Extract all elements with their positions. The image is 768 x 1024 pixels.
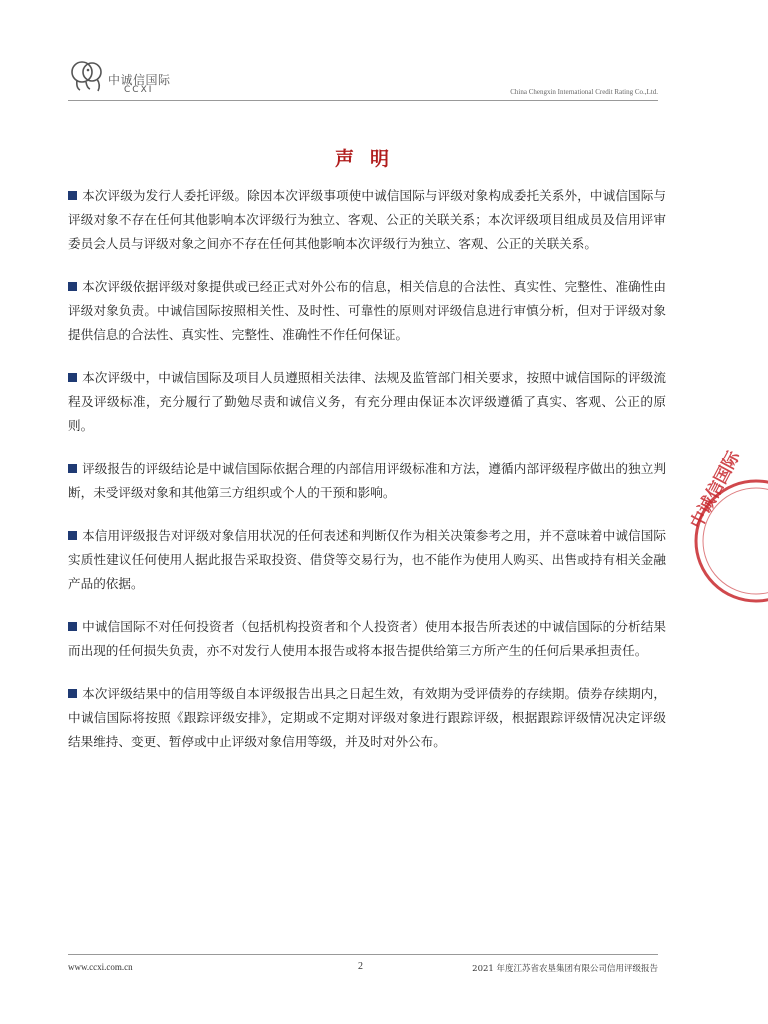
footer-website: www.ccxi.com.cn (68, 962, 133, 972)
company-seal-stamp (686, 447, 768, 606)
paragraph-text: 评级报告的评级结论是中诚信国际依据合理的内部信用评级标准和方法，遵循内部评级程序做出的独立判断，未受评级对象和其他第三方组织或个人的干预和影响。 (68, 461, 666, 500)
elephant-logo-icon (68, 58, 108, 94)
square-bullet-icon (68, 464, 77, 473)
statement-paragraph-4 (68, 457, 666, 505)
paragraph-text: 本信用评级报告对评级对象信用状况的任何表述和判断仅作为相关决策参考之用，并不意味着中诚信国际实质性建议任何使用人据此报告采取投资、借贷等交易行为，也不能作为使用人购买、出售或持有相关金融产品的依据。 (68, 528, 666, 591)
paragraph-text: 本次评级依据评级对象提供或已经正式对外公布的信息，相关信息的合法性、真实性、完整性、准确性由评级对象负责。中诚信国际按照相关性、及时性、可靠性的原则对评级信息进行审慎分析，但对于评级对象提供信息的合法性、真实性、完整性、准确性不作任何保证。 (68, 279, 666, 342)
paragraph-text: 本次评级结果中的信用等级自本评级报告出具之日起生效，有效期为受评债券的存续期。债券存续期内，中诚信国际将按照《跟踪评级安排》，定期或不定期对评级对象进行跟踪评级，根据跟踪评级情况决定评级结果维持、变更、暂停或中止评级对象信用等级，并及时对外公布。 (68, 686, 666, 749)
statement-paragraph-3 (68, 366, 666, 438)
seal-icon (686, 447, 768, 606)
square-bullet-icon (68, 622, 77, 631)
seal-text: 中诚信国际 (686, 447, 745, 533)
footer-report-title: 2021 年度江苏省农垦集团有限公司信用评级报告 (472, 964, 658, 974)
header-divider (68, 100, 658, 101)
statement-paragraph-5 (68, 524, 666, 596)
square-bullet-icon (68, 373, 77, 382)
square-bullet-icon (68, 689, 77, 698)
page-header (68, 58, 658, 102)
page-number: 2 (358, 961, 363, 972)
logo-english-text: CCXI (124, 85, 154, 95)
footer-divider (68, 954, 658, 955)
page-title: 声明 (334, 148, 405, 170)
statement-paragraph-7 (68, 682, 666, 754)
statement-paragraph-6 (68, 615, 666, 663)
statement-body (68, 184, 666, 773)
paragraph-text: 中诚信国际不对任何投资者（包括机构投资者和个人投资者）使用本报告所表述的中诚信国际的分析结果而出现的任何损失负责，亦不对发行人使用本报告或将本报告提供给第三方所产生的任何后果承担责任。 (68, 619, 666, 658)
paragraph-text: 本次评级中，中诚信国际及项目人员遵照相关法律、法规及监管部门相关要求，按照中诚信国际的评级流程及评级标准，充分履行了勤勉尽责和诚信义务，有充分理由保证本次评级遵循了真实、客观、公正的原则。 (68, 370, 666, 433)
square-bullet-icon (68, 282, 77, 291)
statement-paragraph-1 (68, 184, 666, 256)
company-english-name: China Chengxin International Credit Rating Co.,Ltd. (510, 88, 658, 96)
logo-chinese-text: 中诚信国际 (108, 73, 171, 87)
square-bullet-icon (68, 191, 77, 200)
ccxi-logo (68, 58, 178, 98)
paragraph-text: 本次评级为发行人委托评级。除因本次评级事项使中诚信国际与评级对象构成委托关系外，中诚信国际与评级对象不存在任何其他影响本次评级行为独立、客观、公正的关联关系；本次评级项目组成员及信用评审委员会人员与评级对象之间亦不存在任何其他影响本次评级行为独立、客观、公正的关联关系。 (68, 188, 666, 251)
square-bullet-icon (68, 531, 77, 540)
statement-paragraph-2 (68, 275, 666, 347)
